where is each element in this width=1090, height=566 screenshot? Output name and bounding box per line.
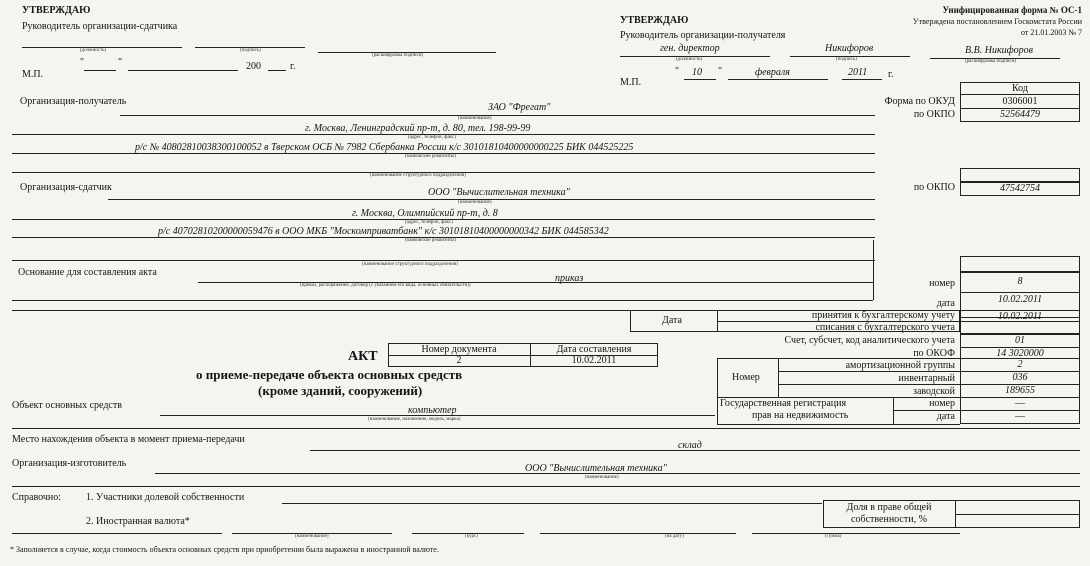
sender-cap-name: (наименование) — [458, 200, 492, 205]
object-cap: (наименование, назначение, модель, марка) — [368, 417, 461, 422]
currency-cap-rate: (курс) — [465, 534, 478, 539]
left-quote-open: " — [80, 57, 85, 68]
right-decode: В.В. Никифоров — [965, 45, 1033, 56]
right-signature: Никифоров — [825, 43, 874, 54]
receiver-name: ЗАО "Фрегат" — [488, 102, 551, 113]
basis-cap: (приказ, распоряжение, договор (с указанием его вида, основных обязательств)) — [300, 283, 471, 288]
reference-bottom-line — [12, 533, 222, 534]
maker-cap: (наименование) — [585, 475, 619, 480]
form-approval-date: от 21.01.2003 № 7 — [1020, 28, 1082, 37]
share-box-row — [955, 514, 1080, 515]
reg-date: — — [1015, 411, 1025, 422]
object-line — [160, 415, 715, 416]
receiver-cap-address: (адрес, телефон, факс) — [408, 135, 456, 140]
number-box-divider — [778, 358, 779, 397]
location-line — [310, 450, 1080, 451]
object-line-2 — [12, 428, 1080, 429]
share-label-2: собственности, % — [851, 514, 927, 525]
reg-label-2: прав на недвижимость — [752, 410, 849, 421]
left-month-line — [128, 70, 238, 71]
code-header: Код — [1012, 83, 1028, 94]
act-subtitle: о приеме-передаче объекта основных средств — [196, 367, 463, 382]
reg-box-bottom — [717, 424, 960, 425]
amort-value: 2 — [1017, 359, 1023, 370]
left-year: 200 — [246, 61, 261, 72]
right-head-label: Руководитель организации-получателя — [620, 30, 786, 41]
left-day-line — [84, 70, 116, 71]
sender-address: г. Москва, Олимпийский пр-т, д. 8 — [352, 208, 498, 219]
right-year-suffix: г. — [888, 69, 894, 80]
location-label: Место нахождения объекта в момент приема-передачи — [12, 434, 245, 445]
currency-cap-name: (наименование) — [295, 534, 329, 539]
left-cap-signature: (подпись) — [240, 48, 261, 53]
doc-date-header: Дата составления — [556, 344, 632, 355]
left-approve-title: УТВЕРЖДАЮ — [22, 5, 91, 16]
factory-label: заводской — [913, 386, 955, 397]
accounts-row3 — [778, 371, 1080, 372]
receiver-cap-name: (наименование) — [458, 116, 492, 121]
sender-division-code-box — [960, 256, 1080, 272]
right-position: ген. директор — [660, 43, 720, 54]
left-stamp: М.П. — [22, 69, 44, 80]
reg-label-1: Государственная регистрация — [720, 398, 847, 409]
okud-label: Форма по ОКУД — [884, 96, 955, 107]
object-label: Объект основных средств — [12, 400, 122, 411]
share-label-1: Доля в праве общей — [846, 502, 932, 513]
dates-label: Дата — [662, 315, 682, 326]
basis-value: приказ — [555, 273, 584, 284]
reg-date-label: дата — [936, 411, 955, 422]
right-cap-signature: (подпись) — [836, 57, 857, 62]
accounts-row6 — [893, 410, 1080, 411]
amort-label: амортизационной группы — [845, 360, 955, 371]
right-day: 10 — [692, 67, 702, 78]
receiver-label: Организация-получатель — [20, 96, 127, 107]
act-subtitle-2: (кроме зданий, сооружений) — [258, 383, 423, 398]
receiver-name-line — [120, 115, 875, 116]
sender-bank: р/с 40702810200000059476 в ООО МКБ "Москомприватбанк" к/с 30101810400000000342 БИК 044585342 — [158, 226, 609, 237]
receiver-division-code-box — [960, 168, 1080, 182]
act-title: АКТ — [348, 349, 378, 364]
receiver-cap-bank: (банковские реквизиты) — [405, 154, 456, 159]
receiver-address: г. Москва, Ленинградский пр-т, д. 80, тел. 198-99-99 — [305, 123, 531, 134]
basis-number-label: номер — [929, 278, 955, 289]
doc-number: 2 — [456, 355, 462, 366]
right-cap-decode: (расшифровка подписи) — [965, 59, 1017, 64]
sender-division-line — [12, 260, 875, 261]
object-value: компьютер — [408, 405, 457, 416]
maker-label: Организация-изготовитель — [12, 458, 127, 469]
basis-value-box-row — [960, 292, 1080, 293]
basis-number: 8 — [1017, 276, 1023, 287]
left-year-line — [268, 70, 286, 71]
doc-date: 10.02.2011 — [571, 355, 617, 366]
left-cap-position: (должность) — [80, 48, 107, 53]
basis-date: 10.02.2011 — [997, 294, 1043, 305]
okof-label: по ОКОФ — [913, 348, 955, 359]
currency-sum-line — [752, 533, 960, 534]
basis-divider — [873, 240, 874, 300]
reference-label: Справочно: — [12, 492, 62, 503]
account-value: 01 — [1015, 335, 1025, 346]
left-head-label: Руководитель организации-сдатчика — [22, 21, 178, 32]
right-month-line — [728, 79, 828, 80]
writeoff-label: списания с бухгалтерского учета — [815, 322, 955, 333]
reg-box-divider — [893, 397, 894, 424]
sender-cap-bank: (банковские реквизиты) — [405, 238, 456, 243]
sender-cap-address: (адрес, телефон, факс) — [405, 220, 453, 225]
maker-value: ООО "Вычислительная техника" — [525, 463, 667, 474]
currency-cap-date: (на дату) — [665, 534, 684, 539]
inventory-label: инвентарный — [898, 373, 955, 384]
reference-item2: 2. Иностранная валюта* — [86, 516, 190, 527]
right-month: февраля — [755, 67, 790, 78]
right-quote-close: " — [718, 66, 723, 77]
number-box-left — [717, 358, 718, 424]
basis-label: Основание для составления акта — [18, 267, 157, 278]
footnote: * Заполняется в случае, когда стоимость объекта основных средств при приобретении была выражена в иностранной валюте. — [10, 545, 439, 554]
okpo-receiver-label: по ОКПО — [913, 109, 955, 120]
basis-line-2 — [12, 300, 873, 301]
basis-date-label: дата — [936, 298, 955, 309]
reg-number: — — [1015, 398, 1025, 409]
right-stamp: М.П. — [620, 77, 642, 88]
code-box-row1 — [960, 94, 1080, 95]
sender-label: Организация-сдатчик — [20, 182, 112, 193]
left-year-suffix: г. — [290, 61, 296, 72]
left-quote-close: " — [118, 57, 123, 68]
left-cap-decode: (расшифровка подписи) — [372, 53, 424, 58]
accept-label: принятия к бухгалтерскому учету — [811, 310, 955, 321]
right-cap-position: (должность) — [676, 57, 703, 62]
account-label: Счет, субсчет, код аналитического учета — [784, 335, 955, 346]
number-label: Номер — [732, 372, 760, 383]
reference-item1-line — [282, 503, 822, 504]
reg-number-label: номер — [929, 398, 955, 409]
sender-name: ООО "Вычислительная техника" — [428, 187, 570, 198]
right-quote-open: " — [675, 66, 680, 77]
currency-cap-sum: (сумма) — [825, 534, 842, 539]
right-year: 2011 — [848, 67, 868, 78]
maker-line-2 — [12, 486, 1080, 487]
receiver-bank: р/с № 40802810038300100052 в Тверском ОСБ № 7982 Сбербанка России к/с 30101810400000000225 БИК 044525225 — [135, 142, 634, 153]
okof-value: 14 3020000 — [996, 348, 1044, 359]
right-day-line — [684, 79, 716, 80]
okpo-sender-value: 47542754 — [1000, 183, 1040, 194]
okpo-receiver-value: 52564479 — [1000, 109, 1040, 120]
factory-value: 189655 — [1005, 385, 1035, 396]
doc-number-header: Номер документа — [421, 344, 497, 355]
form-code-title: Унифицированная форма № ОС-1 — [942, 5, 1082, 15]
maker-line — [155, 473, 1080, 474]
accept-date: 10.02.2011 — [997, 311, 1043, 322]
right-approve-title: УТВЕРЖДАЮ — [620, 15, 689, 26]
sender-cap-division: (наименование структурного подразделения) — [362, 262, 458, 267]
currency-date-line — [540, 533, 736, 534]
receiver-cap-division: (наименование структурного подразделения) — [370, 173, 466, 178]
location-value: склад — [678, 440, 702, 451]
okpo-sender-label: по ОКПО — [913, 182, 955, 193]
inventory-value: 036 — [1012, 372, 1028, 383]
right-year-line — [842, 79, 882, 80]
reference-item1: 1. Участники долевой собственности — [86, 492, 245, 503]
okud-value: 0306001 — [1002, 96, 1038, 107]
form-approval-line: Утверждена постановлением Госкомстата России — [912, 17, 1082, 26]
